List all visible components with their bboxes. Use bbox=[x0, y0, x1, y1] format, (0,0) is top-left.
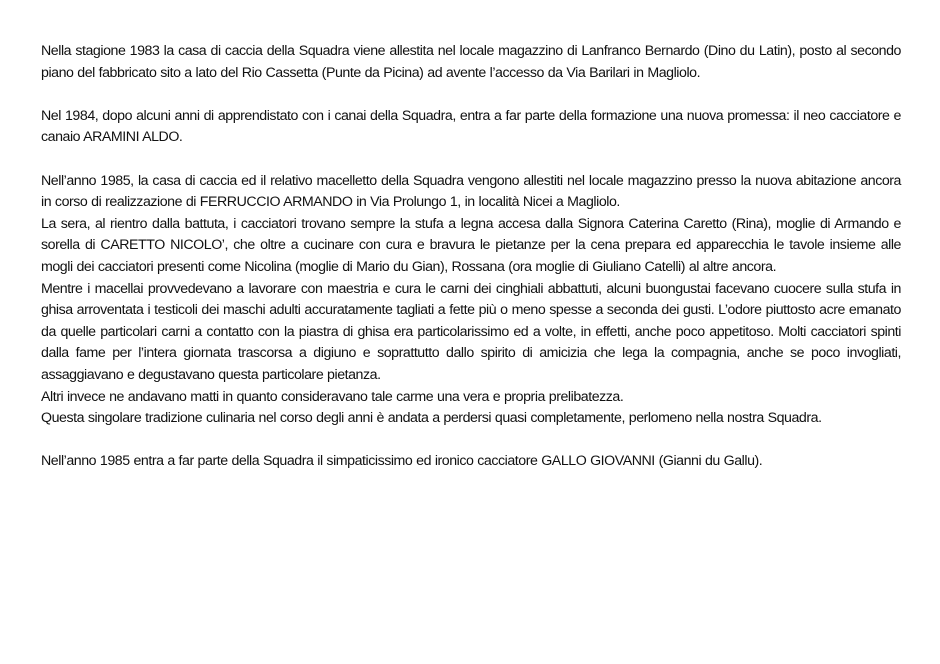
paragraph-spacer bbox=[41, 149, 901, 171]
paragraph-1983-hunting-house: Nella stagione 1983 la casa di caccia della Squadra viene allestita nel locale magazzino di Lanfranco Bernardo (Dino du Latin), posto al secondo piano del fabbricato sito a lato del Rio Cassetta (Punte da Picina) ad avente l’accesso da Via Barilari in Magliolo. bbox=[41, 43, 901, 81]
paragraph-spacer bbox=[41, 84, 901, 106]
paragraph-tradition: Questa singolare tradizione culinaria nel corso degli anni è andata a perdersi quasi completamente, perlomeno nella nostra Squadra. bbox=[41, 410, 822, 427]
paragraph-others: Altri invece ne andavano matti in quanto consideravano tale carme una vera e propria prelibatezza. bbox=[41, 388, 624, 405]
paragraph-1985-gallo: Nell’anno 1985 entra a far parte della Squadra il simpaticissimo ed ironico cacciatore GALLO GIOVANNI (Gianni du Gallu). bbox=[41, 453, 763, 470]
paragraph-spacer bbox=[41, 430, 901, 452]
document-page bbox=[41, 41, 901, 473]
paragraph-butchers: Mentre i macellai provvedevano a lavorare con maestria e cura le carni dei cinghiali abbattuti, alcuni buongustai facevano cuocere sulla stufa in ghisa arroventata i testicoli dei maschi adulti accuratamente tagliati a fette più o meno spesse a seconda dei gusti. L’odore piuttosto acre emanato da quelle particolari carni a contatto con la piastra di ghisa era particolarissimo ed a volte, in effetti, anche poco appetitoso. Molti cacciatori spinti dalla fame per l’intera giornata trascorsa a digiuno e soprattutto dallo spirito di amicizia che lega la compagnia, anche se poco invogliati, assaggiavano e degustavano questa particolare pietanza. bbox=[41, 280, 901, 383]
paragraph-1985-ferruccio: Nell’anno 1985, la casa di caccia ed il relativo macelletto della Squadra vengono allestiti nel locale magazzino presso la nuova abitazione ancora in corso di realizzazione di FERRUCCIO ARMANDO in Via Prolungo 1, in località Nicei a Magliolo. bbox=[41, 172, 901, 211]
paragraph-1984-aramini: Nel 1984, dopo alcuni anni di apprendistato con i canai della Squadra, entra a far parte della formazione una nuova promessa: il neo cacciatore e canaio ARAMINI ALDO. bbox=[41, 107, 901, 146]
paragraph-evening-return: La sera, al rientro dalla battuta, i cacciatori trovano sempre la stufa a legna accesa dalla Signora Caterina Caretto (Rina), moglie di Armando e sorella di CARETTO NICOLO’, che oltre a cucinare con cura e bravura le pietanze per la cena prepara ed apparecchia le tavole insieme alle mogli dei cacciatori presenti come Nicolina (moglie di Mario du Gian), Rossana (ora moglie di Giuliano Catelli) al altre ancora. bbox=[41, 215, 901, 275]
